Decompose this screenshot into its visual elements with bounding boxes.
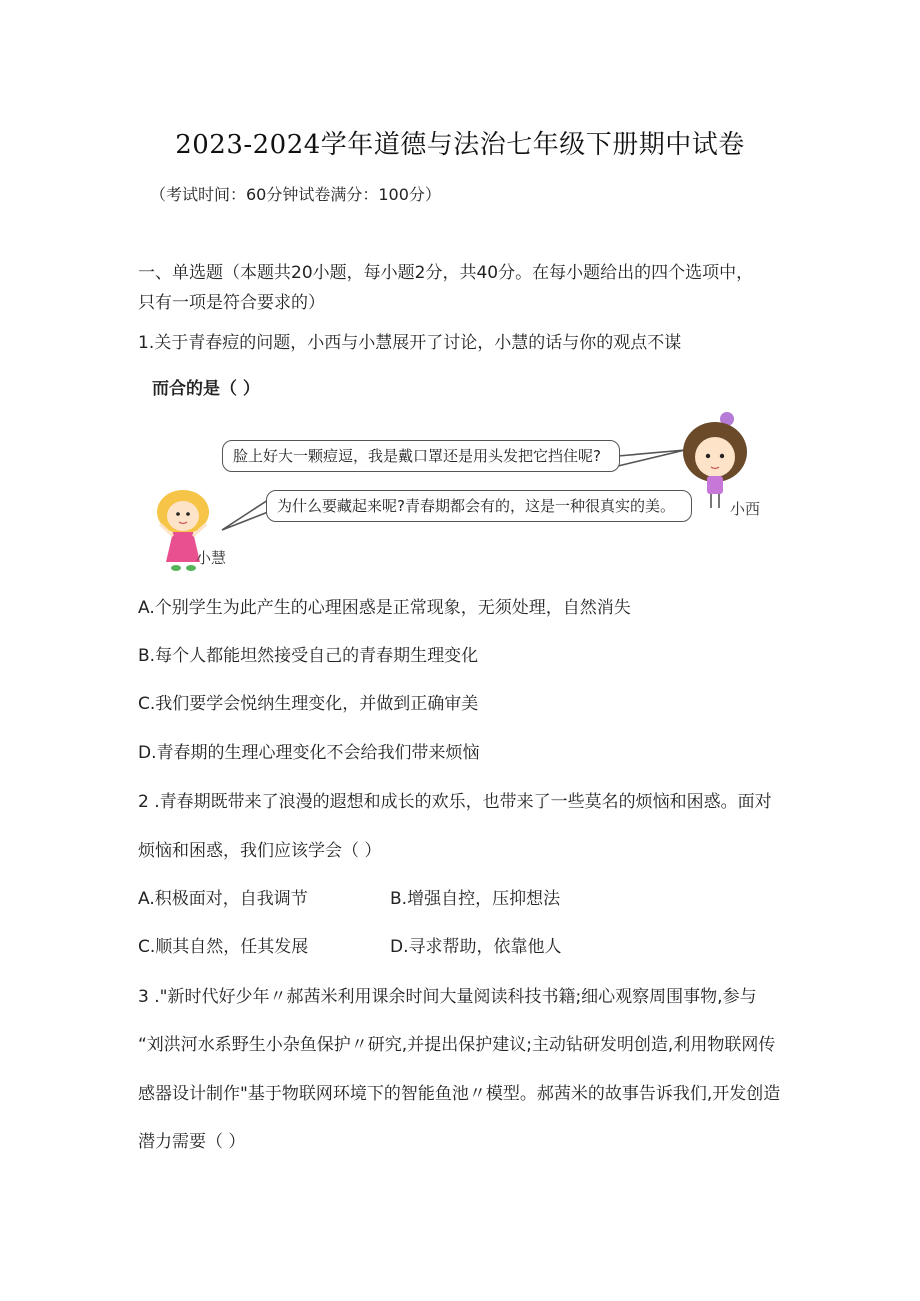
question-2-stem-line-1: 2 .青春期既带来了浪漫的遐想和成长的欢乐，也带来了一些莫名的烦恼和困惑。面对: [138, 792, 772, 812]
name-label-xiaoxi: 小西: [730, 500, 761, 518]
question-1-option-a[interactable]: A.个别学生为此产生的心理困惑是正常现象，无须处理，自然消失: [138, 598, 631, 618]
question-1-stem-line-1: 1.关于青春痘的问题，小西与小慧展开了讨论，小慧的话与你的观点不谋: [138, 333, 682, 353]
exam-title: 2023-2024学年道德与法治七年级下册期中试卷: [175, 130, 745, 160]
question-1-option-d[interactable]: D.青春期的生理心理变化不会给我们带来烦恼: [138, 743, 480, 763]
name-label-xiaohui: 小慧: [196, 549, 227, 567]
dialogue-illustration: [150, 412, 770, 577]
section-heading-line-1: 一、单选题（本题共20小题，每小题2分，共40分。在每小题给出的四个选项中，: [138, 263, 754, 283]
section-heading-line-2: 只有一项是符合要求的）: [138, 293, 325, 313]
question-2-option-a[interactable]: A.积极面对，自我调节: [138, 889, 308, 909]
question-3-stem-line-3: 感器设计制作"基于物联网环境下的智能鱼池〃模型。郝茜米的故事告诉我们,开发创造: [138, 1084, 781, 1104]
question-3-stem-line-2: “刘洪河水系野生小杂鱼保护〃研究,并提出保护建议;主动钻研发明创造,利用物联网传: [138, 1035, 776, 1055]
question-2-option-d[interactable]: D.寻求帮助，依靠他人: [390, 937, 562, 957]
question-2-option-c[interactable]: C.顺其自然，任其发展: [138, 937, 309, 957]
exam-subtitle: （考试时间：60分钟试卷满分：100分）: [150, 185, 441, 204]
question-2-option-b[interactable]: B.增强自控，压抑想法: [390, 889, 561, 909]
speech-bubble-xiaohui: 为什么要藏起来呢?青春期都会有的，这是一种很真实的美。: [266, 490, 692, 522]
speech-bubble-xiaoxi: 脸上好大一颗痘逗，我是戴口罩还是用头发把它挡住呢?: [222, 440, 620, 472]
question-1-stem-line-2: 而合的是（ ）: [152, 379, 260, 399]
girl-xiaoxi-icon: [683, 412, 747, 508]
section-heading: [138, 258, 753, 318]
question-1-option-b[interactable]: B.每个人都能坦然接受自己的青春期生理变化: [138, 646, 479, 666]
question-1-option-c[interactable]: C.我们要学会悦纳生理变化，并做到正确审美: [138, 694, 479, 714]
bubble-top-tail: [618, 450, 685, 466]
question-3-stem-line-4: 潜力需要（ ）: [138, 1132, 246, 1152]
bubble-bottom-tail: [222, 500, 268, 530]
question-2-stem-line-2: 烦恼和困惑，我们应该学会（ ）: [138, 841, 382, 861]
question-3-stem-line-1: 3 ."新时代好少年〃郝茜米利用课余时间大量阅读科技书籍;细心观察周围事物,参与: [138, 987, 757, 1007]
